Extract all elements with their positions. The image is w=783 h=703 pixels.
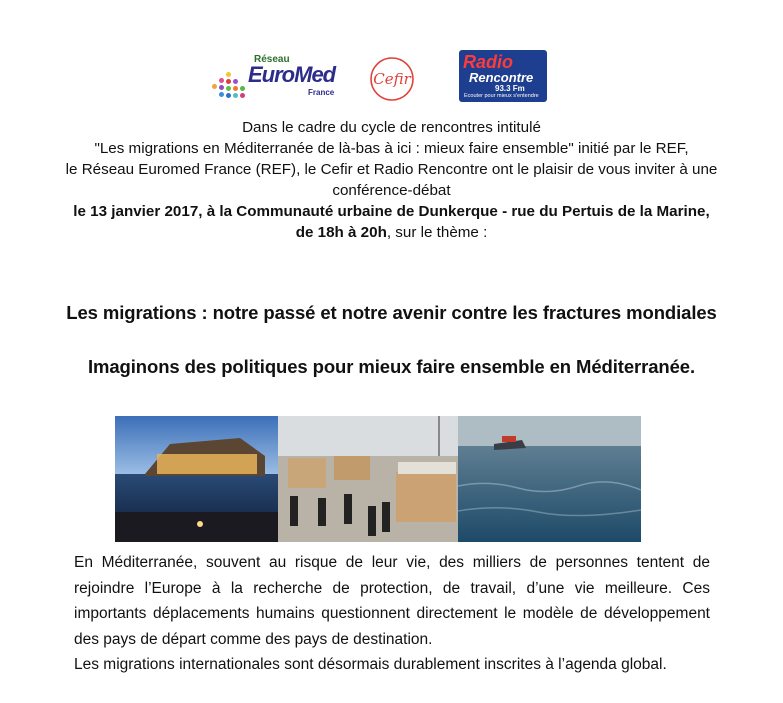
euromed-name-text: EuroMed xyxy=(248,62,336,87)
event-date-location-text: le 13 janvier 2017, à la Communauté urbaine de Dunkerque - rue du Pertuis de la Marine, xyxy=(73,203,710,220)
euromed-country-text: France xyxy=(308,88,335,97)
building-photo xyxy=(115,416,285,542)
invitation-intro xyxy=(0,117,783,243)
intro-line-1: Dans le cadre du cycle de rencontres intitulé xyxy=(242,119,541,136)
camp-photo xyxy=(278,416,460,542)
intro-line-3: le Réseau Euromed France (REF), le Cefir et Radio Rencontre ont le plaisir de vous inviter à une xyxy=(65,161,718,178)
headline-sub: Imaginons des politiques pour mieux faire ensemble en Méditerranée. xyxy=(87,356,696,377)
headline-main: Les migrations : notre passé et notre avenir contre les fractures mondiales xyxy=(66,302,717,323)
cefir-emblem-icon xyxy=(366,54,418,104)
body-paragraph-2: Les migrations internationales sont désormais durablement inscrites à l’agenda global. xyxy=(74,656,667,673)
euromed-dots-icon xyxy=(212,72,246,102)
photo-strip xyxy=(115,416,641,542)
euromed-logo xyxy=(212,54,336,102)
rencontre-text: Rencontre xyxy=(469,70,534,85)
body-paragraph-1: En Méditerranée, souvent au risque de leur vie, des milliers de personnes tentent de rejoindre l’Europe à la recherche de protection, de travail, d’une vie meilleure. Ces importants déplacements humains questionnent directement le modèle de développement des pays de départ comme des pays de destination. xyxy=(74,554,710,648)
radio-rencontre-logo xyxy=(459,50,547,102)
event-time: de 18h à 20h xyxy=(295,224,387,241)
radio-frequency: 93.3 Fm xyxy=(495,84,525,93)
sea-boat-photo xyxy=(458,416,641,542)
intro-line-2: "Les migrations en Méditerranée de là-bas à ici : mieux faire ensemble" initié par le REF, xyxy=(94,140,689,157)
euromed-reseau-text: Réseau xyxy=(254,54,290,65)
body-text xyxy=(74,550,710,678)
cefir-text: Cefir xyxy=(373,70,411,88)
event-date-location xyxy=(0,201,783,222)
intro-line-4: conférence-débat xyxy=(332,182,451,199)
logo-bar xyxy=(0,50,783,106)
cefir-logo xyxy=(366,54,418,104)
event-theme-label: , sur le thème : xyxy=(386,224,488,241)
event-time-line xyxy=(0,222,783,243)
radio-tagline: Ecouter pour mieux s'entendre xyxy=(464,93,539,99)
radio-text: Radio xyxy=(463,52,514,72)
